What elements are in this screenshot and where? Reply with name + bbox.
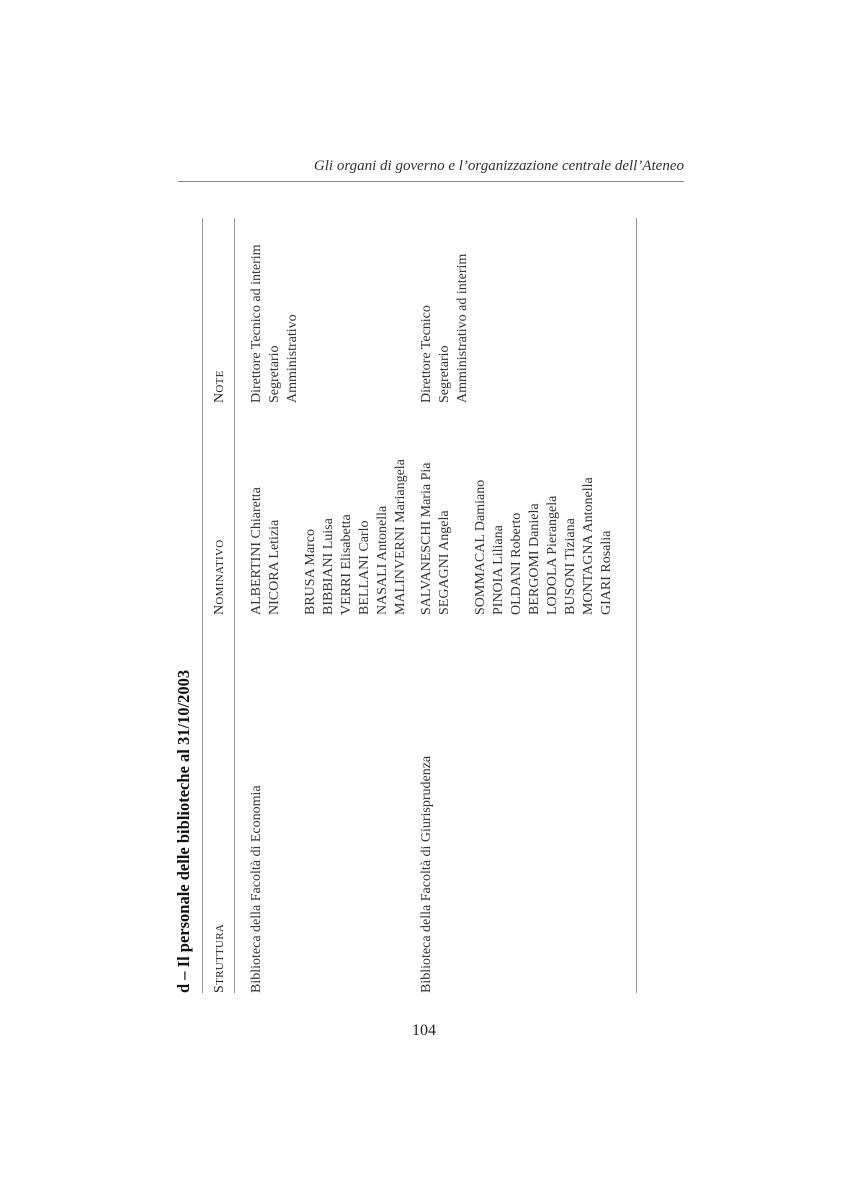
staff-name: BUSONI Tiziana bbox=[563, 518, 578, 615]
note-cell: Direttore Tecnico bbox=[419, 305, 434, 403]
column-header-note: NOTE bbox=[212, 370, 227, 403]
header-rule bbox=[178, 181, 684, 182]
column-header-struttura: STRUTTURA bbox=[212, 923, 227, 993]
table-header-rule bbox=[234, 218, 235, 993]
struttura-economia bbox=[248, 785, 266, 993]
staff-name: VERRI Elisabetta bbox=[339, 514, 354, 615]
staff-name: SALVANESCHI Maria Pia bbox=[419, 462, 434, 615]
staff-name: BRUSA Marco bbox=[303, 529, 318, 615]
staff-name: BERGOMI Daniela bbox=[527, 503, 542, 615]
names-economia bbox=[248, 459, 410, 615]
staff-name: NICORA Letizia bbox=[267, 519, 282, 615]
staff-name: GIARI Rosalia bbox=[599, 530, 614, 615]
table-top-rule bbox=[202, 218, 203, 993]
note-cell: Direttore Tecnico ad interim bbox=[249, 244, 264, 403]
note-cell: Amministrativo bbox=[285, 314, 300, 403]
staff-name: MALINVERNI Mariangela bbox=[393, 459, 408, 615]
page-number: 104 bbox=[412, 1022, 436, 1039]
staff-name: NASALI Antonella bbox=[375, 505, 390, 615]
staff-name: SEGAGNI Angela bbox=[437, 510, 452, 615]
struttura-giurisprudenza bbox=[418, 756, 436, 993]
staff-name: BELLANI Carlo bbox=[357, 520, 372, 615]
names-giurisprudenza bbox=[418, 463, 616, 615]
notes-economia bbox=[248, 244, 302, 403]
notes-giurisprudenza bbox=[418, 254, 472, 403]
staff-name: LODOLA Pierangela bbox=[545, 495, 560, 615]
struttura-cell: Biblioteca della Facoltà di Giurisprudenza bbox=[419, 755, 434, 993]
staff-name: PINOIA Liliana bbox=[491, 525, 506, 615]
staff-name: ALBERTINI Chiaretta bbox=[249, 487, 264, 615]
table-bottom-rule bbox=[636, 218, 637, 993]
staff-name: OLDANI Roberto bbox=[509, 512, 524, 615]
staff-name: SOMMACAL Damiano bbox=[473, 479, 488, 615]
note-cell: Segretario bbox=[437, 345, 452, 403]
staff-table bbox=[172, 203, 642, 993]
table-title: d – Il personale delle biblioteche al 31/10/2003 bbox=[174, 669, 193, 993]
staff-name: MONTAGNA Antonella bbox=[581, 477, 596, 615]
struttura-cell: Biblioteca della Facoltà di Economia bbox=[249, 785, 264, 993]
staff-name: BIBBIANI Luisa bbox=[321, 518, 336, 615]
note-cell: Amministrativo ad interim bbox=[455, 253, 470, 403]
running-head: Gli organi di governo e l’organizzazione centrale dell’Ateneo bbox=[313, 158, 684, 174]
note-cell: Segretario bbox=[267, 345, 282, 403]
column-header-nominativo: NOMINATIVO bbox=[212, 539, 227, 615]
